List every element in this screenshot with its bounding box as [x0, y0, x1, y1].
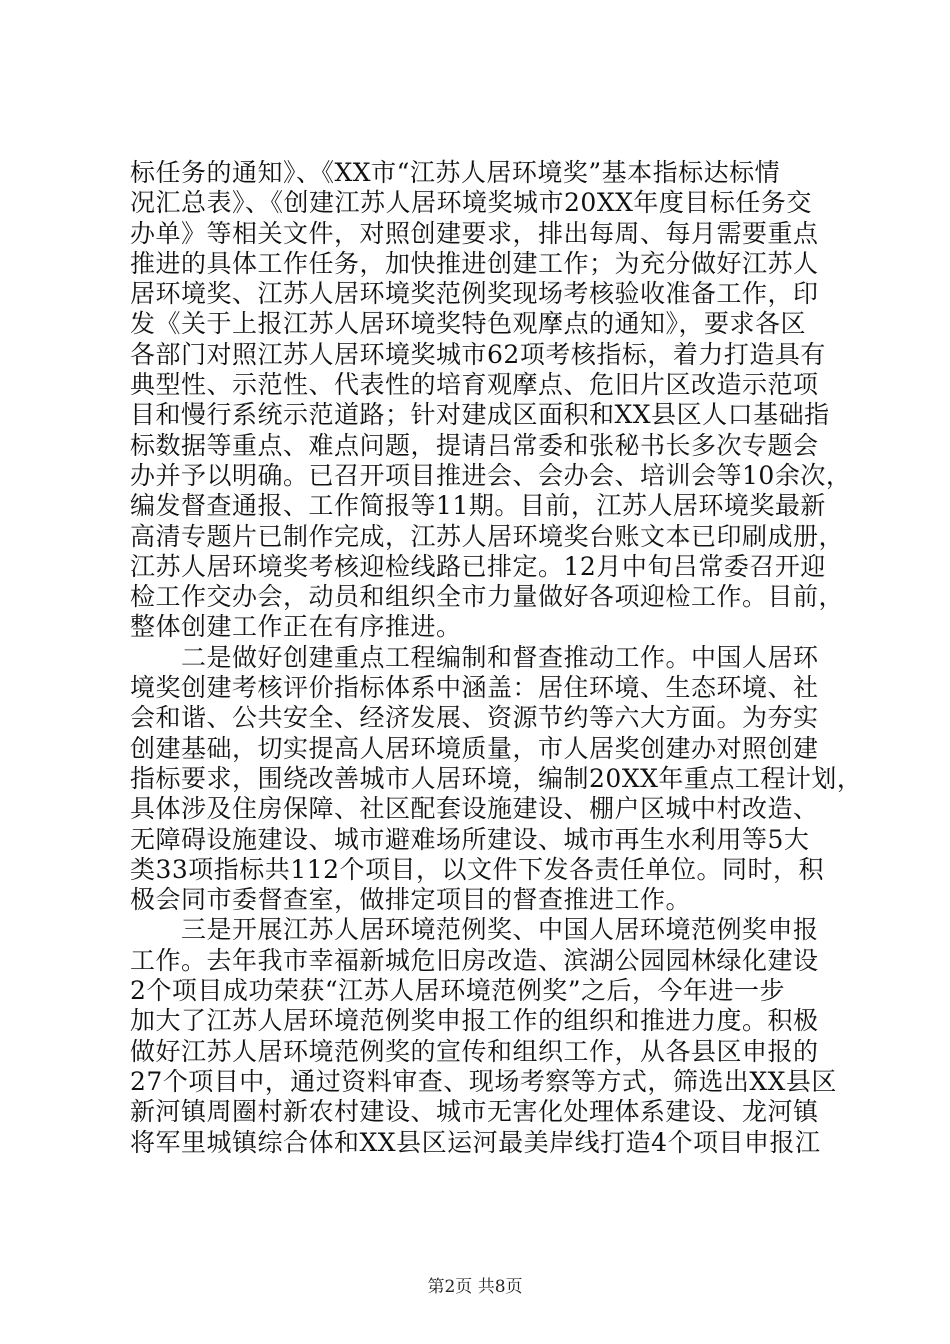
- page-number-footer: 第2页 共8页: [427, 1277, 523, 1297]
- text-line: 新河镇周圈村新农村建设、城市无害化处理体系建设、龙河镇: [130, 1097, 819, 1127]
- text-line: 工作。去年我市幸福新城危旧房改造、滨湖公园园林绿化建设: [130, 945, 819, 975]
- text-line: 江苏人居环境奖考核迎检线路已排定。12月中旬吕常委召开迎: [130, 551, 826, 581]
- text-line: 典型性、示范性、代表性的培育观摩点、危旧片区改造示范项: [130, 370, 819, 400]
- text-line: 各部门对照江苏人居环境奖城市62项考核指标，着力打造具有: [130, 339, 826, 369]
- text-line: 标任务的通知》、《XX市“江苏人居环境奖”基本指标达标情: [130, 158, 781, 187]
- text-line: 编发督查通报、工作简报等11期。目前，江苏人居环境奖最新: [130, 491, 826, 521]
- text-line: 推进的具体工作任务，加快推进创建工作；为充分做好江苏人: [130, 248, 819, 278]
- text-line: 2个项目成功荣获“江苏人居环境范例奖”之后，今年进一步: [130, 976, 785, 1006]
- text-line: 目和慢行系统示范道路；针对建成区面积和XX县区人口基础指: [130, 400, 830, 430]
- text-line: 标数据等重点、难点问题，提请吕常委和张秘书长多次专题会: [130, 430, 819, 460]
- text-line: 极会同市委督查室，做排定项目的督查推进工作。: [130, 885, 692, 915]
- text-line: 境奖创建考核评价指标体系中涵盖：居住环境、生态环境、社: [130, 673, 819, 703]
- text-line: 检工作交办会，动员和组织全市力量做好各项迎检工作。目前，: [130, 582, 845, 612]
- text-line: 做好江苏人居环境范例奖的宣传和组织工作，从各县区申报的: [130, 1036, 819, 1066]
- text-line: 高清专题片已制作完成，江苏人居环境奖台账文本已印刷成册，: [130, 521, 845, 551]
- text-line: 无障碍设施建设、城市避难场所建设、城市再生水利用等5大: [130, 824, 810, 854]
- text-line: 创建基础，切实提高人居环境质量，市人居奖创建办对照创建: [130, 733, 819, 763]
- text-line: 办并予以明确。已召开项目推进会、会办会、培训会等10余次，: [130, 460, 852, 490]
- text-line: 发《关于上报江苏人居环境奖特色观摩点的通知》，要求各区: [130, 309, 807, 339]
- body-text: [130, 158, 863, 1158]
- text-line: 指标要求，围绕改善城市人居环境，编制20XX年重点工程计划，: [130, 763, 863, 793]
- text-line: 将军里城镇综合体和XX县区运河最美岸线打造4个项目申报江: [130, 1127, 821, 1157]
- text-line: 会和谐、公共安全、经济发展、资源节约等六大方面。为夯实: [130, 703, 819, 733]
- text-line: 加大了江苏人居环境范例奖申报工作的组织和推进力度。积极: [130, 1006, 819, 1036]
- text-line: 类33项指标共112个项目，以文件下发各责任单位。同时，积: [130, 854, 825, 884]
- text-line: 整体创建工作正在有序推进。: [130, 612, 462, 642]
- text-line: 办单》等相关文件，对照创建要求，排出每周、每月需要重点: [130, 218, 819, 248]
- text-line: 三是开展江苏人居环境范例奖、中国人居环境范例奖申报: [130, 915, 819, 945]
- text-line: 27个项目中，通过资料审查、现场考察等方式，筛选出XX县区: [130, 1066, 837, 1096]
- text-line: 居环境奖、江苏人居环境奖范例奖现场考核验收准备工作，印: [130, 279, 819, 309]
- text-line: 二是做好创建重点工程编制和督查推动工作。中国人居环: [130, 642, 819, 672]
- text-line: 具体涉及住房保障、社区配套设施建设、棚户区城中村改造、: [130, 794, 819, 824]
- text-line: 况汇总表》、《创建江苏人居环境奖城市20XX年度目标任务交: [130, 188, 812, 218]
